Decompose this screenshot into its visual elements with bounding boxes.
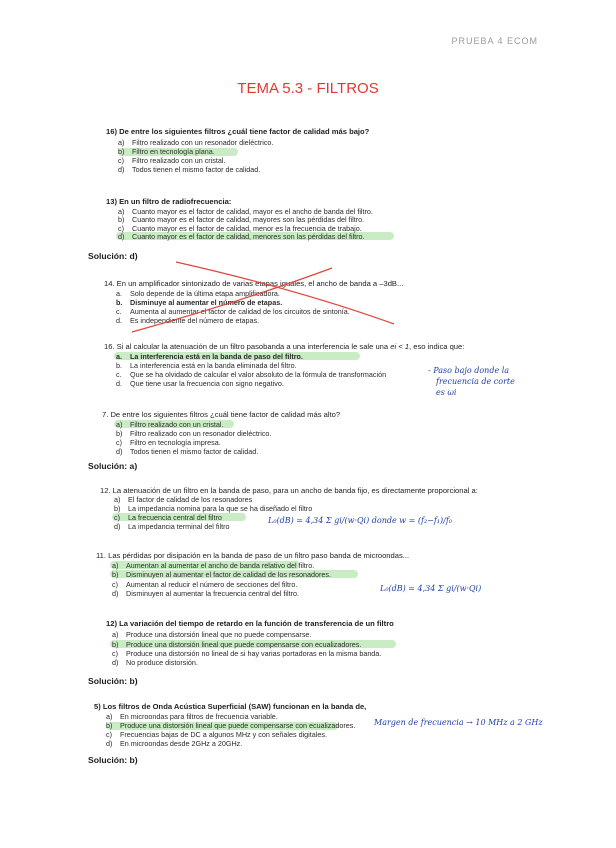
- solution-label: Solución: b): [88, 676, 138, 686]
- solution-label: Solución: b): [88, 755, 138, 765]
- answer-option: c) Aumentan al reducir el número de secciones del filtro.: [112, 580, 298, 589]
- answer-option: b) La impedancia nomina para la que se ha diseñado el filtro: [114, 504, 313, 513]
- answer-option: d) Cuanto mayor es el factor de calidad, menores son las pérdidas del filtro.: [118, 232, 365, 241]
- document-header: PRUEBA 4 ECOM: [451, 36, 538, 46]
- answer-option: b. Disminuye al aumentar el número de etapas.: [116, 298, 283, 307]
- handwritten-note: Margen de frecuencia → 10 MHz a 2 GHz: [374, 718, 543, 727]
- question-stem: 16. Si al calcular la atenuación de un filtro pasobanda a una interferencia le sale una ei < 1, eso indica que:: [104, 342, 465, 351]
- answer-option: a) Filtro realizado con un cristal.: [116, 420, 224, 429]
- answer-option: d) Disminuyen al aumentar la frecuencia central del filtro.: [112, 589, 299, 598]
- answer-option: c. Aumenta al aumentar el factor de calidad de los circuitos de sintonía.: [116, 307, 350, 316]
- answer-option: d. Que tiene usar la frecuencia con signo negativo.: [116, 379, 284, 388]
- handwritten-note: es ωi: [436, 388, 457, 397]
- answer-option: d) La impedancia terminal del filtro: [114, 522, 230, 531]
- answer-option: d) En microondas desde 2GHz a 20GHz.: [106, 739, 243, 748]
- question-stem: 13) En un filtro de radiofrecuencia:: [106, 197, 232, 206]
- strike-line-2: [132, 268, 332, 332]
- answer-option: d. Es independiente del número de etapas.: [116, 316, 260, 325]
- solution-label: Solución: d): [88, 251, 138, 261]
- answer-option: d) Todos tienen el mismo factor de calidad.: [116, 447, 259, 456]
- answer-option: b. La interferencia está en la banda eliminada del filtro.: [116, 361, 297, 370]
- answer-option: c) Produce una distorsión no lineal de si hay varias portadoras en la misma banda.: [112, 649, 382, 658]
- question-stem: 14. En un amplificador sintonizado de varias etapas iguales, el ancho de banda a –3dB...: [104, 279, 404, 288]
- answer-option: b) Produce una distorsión lineal que puede compensarse con ecualizadores.: [112, 640, 362, 649]
- answer-option: b) Filtro en tecnología plana.: [118, 147, 215, 156]
- answer-option: c. Que se ha olvidado de calcular el valor absoluto de la fórmula de transformación: [116, 370, 387, 379]
- answer-option: a) Cuanto mayor es el factor de calidad, mayor es el ancho de banda del filtro.: [118, 207, 373, 216]
- page-title: TEMA 5.3 - FILTROS: [237, 80, 379, 97]
- answer-option: c) Cuanto mayor es el factor de calidad, menor es la frecuencia de trabajo.: [118, 224, 362, 233]
- question-stem: 16) De entre los siguientes filtros ¿cuál tiene factor de calidad más bajo?: [106, 127, 370, 136]
- answer-option: d) Todos tienen el mismo factor de calidad.: [118, 165, 261, 174]
- answer-option: a) Produce una distorsión lineal que no puede compensarse.: [112, 630, 312, 639]
- handwritten-formula: L₀(dB) = 4,34 Σ gi/(w·Qi) donde w = (f₂−f₁)/f₀: [268, 516, 453, 525]
- question-stem: 11. Las pérdidas por disipación en la banda de paso de un filtro paso banda de microondas...: [96, 551, 410, 560]
- answer-option: b) Cuanto mayor es el factor de calidad, mayores son las pérdidas del filtro.: [118, 215, 365, 224]
- answer-option: b) Filtro realizado con un resonador dieléctrico.: [116, 429, 272, 438]
- answer-option: c) Filtro en tecnología impresa.: [116, 438, 221, 447]
- handwritten-note: frecuencia de corte: [436, 377, 515, 386]
- answer-option: b) Produce una distorsión lineal que puede compensarse con ecualizadores.: [106, 721, 356, 730]
- handwritten-note: - Paso bajo donde la: [428, 366, 510, 375]
- answer-option: c) La frecuencia central del filtro: [114, 513, 222, 522]
- solution-label: Solución: a): [88, 461, 138, 471]
- answer-option: a) En microondas para filtros de frecuencia variable.: [106, 712, 278, 721]
- answer-option: a) Filtro realizado con un resonador dieléctrico.: [118, 138, 274, 147]
- question-stem: 12) La variación del tiempo de retardo en la función de transferencia de un filtro: [106, 619, 394, 628]
- answer-option: a. Solo depende de la última etapa amplificadora.: [116, 289, 280, 298]
- answer-option: a. La interferencia está en la banda de paso del filtro.: [116, 352, 303, 361]
- strike-line-1: [176, 262, 394, 324]
- question-stem: 7. De entre los siguientes filtros ¿cuál tiene factor de calidad más alto?: [102, 410, 341, 419]
- handwritten-formula: L₀(dB) = 4,34 Σ gi/(w·Qi): [380, 584, 482, 593]
- answer-option: d) No produce distorsión.: [112, 658, 198, 667]
- answer-option: c) Frecuencias bajas de DC a algunos MHz y con señales digitales.: [106, 730, 327, 739]
- question-stem: 5) Los filtros de Onda Acústica Superficial (SAW) funcionan en la banda de,: [94, 702, 367, 711]
- answer-option: c) Filtro realizado con un cristal.: [118, 156, 226, 165]
- answer-option: b) Disminuyen al aumentar el factor de calidad de los resonadores.: [112, 570, 331, 579]
- question-stem: 12. La atenuación de un filtro en la banda de paso, para un ancho de banda fijo, es directamente proporcional a:: [100, 486, 478, 495]
- answer-option: a) Aumentan al aumentar el ancho de banda relativo del filtro.: [112, 561, 315, 570]
- answer-option: a) El factor de calidad de los resonadores: [114, 495, 253, 504]
